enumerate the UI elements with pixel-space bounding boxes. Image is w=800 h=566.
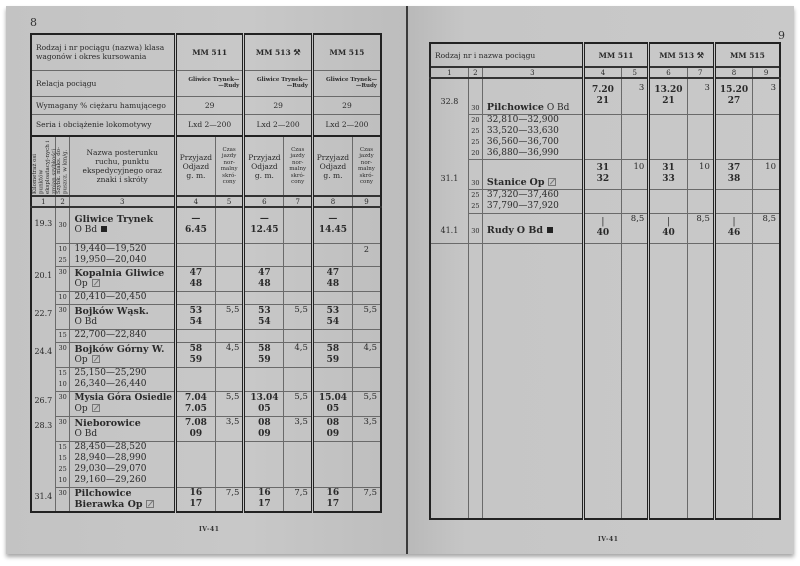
brake-value: 29 (175, 96, 244, 114)
speed-limit: 30 (55, 342, 70, 367)
arr-dep-time: 58 59 (312, 342, 352, 367)
speed-limit: 30 (55, 416, 70, 441)
empty-cell (482, 243, 583, 519)
empty-cell (215, 367, 243, 391)
speed-restriction-row (31, 441, 381, 487)
speed-limit: 30 (55, 304, 70, 329)
restriction-ranges: 32,810—32,900 33,520—33,630 36,560—36,700 36,880—36,990 (482, 114, 583, 159)
empty-cell (284, 243, 312, 266)
run-time (284, 207, 312, 243)
empty-cell (687, 189, 714, 213)
km-value: 26.7 (31, 391, 55, 416)
run-time: 5,5 (284, 391, 312, 416)
empty-rows (430, 243, 780, 519)
station-row (430, 159, 780, 189)
restriction-speeds: 15 10 (55, 367, 70, 391)
run-time: 5,5 (352, 304, 381, 329)
empty-cell (244, 243, 284, 266)
column-number: 3 (70, 196, 175, 207)
km-empty (31, 441, 55, 487)
empty-cell (430, 243, 468, 519)
empty-cell (244, 441, 284, 487)
empty-cell (352, 291, 381, 304)
station-row (430, 213, 780, 243)
stop-on-request-icon (92, 404, 100, 412)
empty-cell (284, 329, 312, 342)
restriction-ranges: 28,450—28,520 28,940—28,990 29,030—29,070 29,160—29,260 (70, 441, 175, 487)
km-empty (31, 367, 55, 391)
station-name: Nieborowice O Bd (70, 416, 175, 441)
speed-limit: 30 (55, 391, 70, 416)
run-time: 4,5 (352, 342, 381, 367)
terminal-square-icon (101, 226, 107, 232)
km-value: 41.1 (430, 213, 468, 243)
empty-cell (687, 243, 714, 519)
arrival-departure-header: Przyjazd Odjazd g. m. (312, 136, 352, 196)
hammer-pick-icon: ⚒ (696, 49, 704, 60)
arr-dep-time: 47 48 (244, 266, 284, 291)
station-name: Pilchowice O Bd (482, 78, 583, 114)
column-number-row (31, 196, 381, 207)
restriction-speed: 10 (55, 291, 70, 304)
restriction-speeds: 25 25 (468, 189, 482, 213)
empty-cell (244, 367, 284, 391)
relation-value: Gliwice Trynek— —Rudy (312, 70, 381, 96)
empty-cell (714, 114, 752, 159)
run-time: 10 (687, 159, 714, 189)
arr-dep-time: 58 59 (175, 342, 215, 367)
empty-cell (583, 243, 621, 519)
km-empty (430, 189, 468, 213)
speed-limit: 30 (468, 78, 482, 114)
km-value: 20.1 (31, 266, 55, 291)
arr-dep-time: 13.04 05 (244, 391, 284, 416)
empty-cell (352, 367, 381, 391)
run-time (215, 266, 243, 291)
brake-value: 29 (312, 96, 381, 114)
empty-cell (468, 243, 482, 519)
km-empty (31, 329, 55, 342)
station-row (31, 391, 381, 416)
run-time: 3,5 (352, 416, 381, 441)
empty-cell (175, 441, 215, 487)
station-row (31, 342, 381, 367)
restriction-speeds: 10 25 (55, 243, 70, 266)
train-name: MM 513 ⚒ (649, 43, 715, 67)
station-row (31, 207, 381, 243)
empty-cell (753, 189, 780, 213)
empty-cell (352, 329, 381, 342)
run-time: 3 (622, 78, 649, 114)
empty-cell (215, 243, 243, 266)
arr-dep-time: 47 48 (175, 266, 215, 291)
empty-cell (352, 441, 381, 487)
train-name: MM 515 (312, 34, 381, 70)
arr-dep-time: 47 48 (312, 266, 352, 291)
run-time: 5,5 (215, 391, 243, 416)
speed-limit: 30 (55, 487, 70, 512)
arr-dep-time: 53 54 (312, 304, 352, 329)
speed-restriction-row (430, 114, 780, 159)
column-number: 5 (215, 196, 243, 207)
station-name: Gliwice Trynek O Bd (70, 207, 175, 243)
train-name: MM 511 (583, 43, 649, 67)
column-number-row (430, 67, 780, 78)
empty-cell (175, 367, 215, 391)
empty-cell (583, 189, 621, 213)
brake-value: 29 (244, 96, 313, 114)
restriction-speed: 15 (55, 329, 70, 342)
run-time: 8,5 (687, 213, 714, 243)
empty-cell (583, 114, 621, 159)
station-name: Kopalnia Gliwice Op (70, 266, 175, 291)
column-number: 9 (753, 67, 780, 78)
locomotive-label: Seria i obciążenie lokomotywy (31, 114, 175, 136)
locomotive-row (31, 114, 381, 136)
arr-dep-time: 7.20 21 (583, 78, 621, 114)
brake-label: Wymagany % ciężaru hamującego (31, 96, 175, 114)
arr-dep-time: 15.04 05 (312, 391, 352, 416)
arr-dep-time: 37 38 (714, 159, 752, 189)
arr-dep-time: 16 17 (312, 487, 352, 512)
arr-dep-time: 7.04 7.05 (175, 391, 215, 416)
left-page (6, 6, 406, 554)
empty-cell (714, 243, 752, 519)
empty-cell (284, 367, 312, 391)
station-name: Mysia Góra Osiedle Op (70, 391, 175, 416)
column-number: 4 (583, 67, 621, 78)
stop-on-request-icon (548, 178, 556, 186)
run-time: 7,5 (215, 487, 243, 512)
speed-limit: 30 (468, 213, 482, 243)
empty-cell (312, 291, 352, 304)
km-empty (31, 243, 55, 266)
km-empty (430, 114, 468, 159)
station-name: Stanice Op (482, 159, 583, 189)
arr-dep-time: 15.20 27 (714, 78, 752, 114)
km-column-header: Kilometraż osi punktów eksploatacyj-nych i zmian szybkości (31, 136, 55, 196)
km-value: 32.8 (430, 78, 468, 114)
empty-cell (175, 329, 215, 342)
station-name: Pilchowice Bierawka Op (70, 487, 175, 512)
restriction-speeds: 15 15 25 10 (55, 441, 70, 487)
restriction-range: 20,410—20,450 (70, 291, 175, 304)
arr-dep-time: 16 17 (175, 487, 215, 512)
run-time: 10 (753, 159, 780, 189)
run-time: 5,5 (215, 304, 243, 329)
empty-cell (284, 441, 312, 487)
arr-dep-time: 53 54 (244, 304, 284, 329)
train-name: MM 513 ⚒ (244, 34, 313, 70)
station-row (31, 416, 381, 441)
empty-cell (312, 367, 352, 391)
km-value: 24.4 (31, 342, 55, 367)
train-header-row (430, 43, 780, 67)
station-row (31, 487, 381, 512)
arr-dep-time: 58 59 (244, 342, 284, 367)
train-header-row (31, 34, 381, 70)
page-number: 8 (30, 16, 37, 29)
station-name: Bojków Wąsk. O Bd (70, 304, 175, 329)
km-value: 31.1 (430, 159, 468, 189)
run-time-header: Czas jazdy nor- malny skró- cony (215, 136, 243, 196)
empty-cell (649, 189, 687, 213)
empty-cell (244, 329, 284, 342)
arr-dep-time: | 40 (583, 213, 621, 243)
arrival-departure-header: Przyjazd Odjazd g. m. (175, 136, 215, 196)
empty-cell (687, 114, 714, 159)
km-value: 22.7 (31, 304, 55, 329)
relation-label: Relacja pociągu (31, 70, 175, 96)
column-number: 1 (430, 67, 468, 78)
column-number: 6 (244, 196, 284, 207)
locomotive-value: Lxd 2—200 (312, 114, 381, 136)
page-number: 9 (778, 29, 785, 42)
arr-dep-time: 31 33 (649, 159, 687, 189)
arr-dep-time: — 12.45 (244, 207, 284, 243)
run-time: 3,5 (215, 416, 243, 441)
arr-dep-time: | 46 (714, 213, 752, 243)
column-number: 9 (352, 196, 381, 207)
stop-on-request-icon (146, 500, 154, 508)
column-number: 2 (468, 67, 482, 78)
column-header-row (31, 136, 381, 196)
run-time: 3,5 (284, 416, 312, 441)
run-time (215, 207, 243, 243)
speed-restriction-row (430, 189, 780, 213)
empty-cell (753, 114, 780, 159)
column-number: 7 (687, 67, 714, 78)
run-time (352, 207, 381, 243)
arr-dep-time: 53 54 (175, 304, 215, 329)
station-name: Rudy O Bd (482, 213, 583, 243)
speed-column-header: Szybk. maks. do-puszcz. w km/g. (55, 136, 70, 196)
empty-cell (649, 114, 687, 159)
relation-row (31, 70, 381, 96)
empty-cell (649, 243, 687, 519)
arr-dep-time: 08 09 (244, 416, 284, 441)
right-page (408, 6, 794, 554)
empty-cell (175, 243, 215, 266)
column-number: 3 (482, 67, 583, 78)
column-number: 8 (312, 196, 352, 207)
locomotive-value: Lxd 2—200 (244, 114, 313, 136)
station-column-header: Nazwa posterunku ruchu, punktu ekspedycyjnego oraz znaki i skróty (70, 136, 175, 196)
km-empty (31, 291, 55, 304)
empty-cell (622, 243, 649, 519)
speed-restriction-row (31, 329, 381, 342)
speed-limit: 30 (468, 159, 482, 189)
km-value: 31.4 (31, 487, 55, 512)
stop-on-request-icon (92, 355, 100, 363)
note-value: 2 (352, 243, 381, 266)
page-footer-code: IV-41 (199, 526, 220, 533)
km-value: 28.3 (31, 416, 55, 441)
terminal-square-icon (547, 227, 553, 233)
station-name: Bojków Górny W. Op (70, 342, 175, 367)
run-time: 8,5 (622, 213, 649, 243)
restriction-speeds: 20 25 25 20 (468, 114, 482, 159)
column-number: 1 (31, 196, 55, 207)
run-time: 3 (687, 78, 714, 114)
station-row (430, 78, 780, 114)
restriction-ranges: 19,440—19,520 19,950—20,040 (70, 243, 175, 266)
arr-dep-time: | 40 (649, 213, 687, 243)
timetable-right (429, 42, 781, 520)
empty-cell (312, 329, 352, 342)
empty-cell (284, 291, 312, 304)
arr-dep-time: 16 17 (244, 487, 284, 512)
run-time (352, 266, 381, 291)
brake-row (31, 96, 381, 114)
empty-cell (312, 243, 352, 266)
run-time: 4,5 (284, 342, 312, 367)
train-type-label: Rodzaj nr i nazwa pociągu (430, 43, 583, 67)
speed-limit: 30 (55, 266, 70, 291)
run-time: 7,5 (284, 487, 312, 512)
run-time: 5,5 (284, 304, 312, 329)
run-time-header: Czas jazdy nor- malny skró- cony (352, 136, 381, 196)
restriction-range: 22,700—22,840 (70, 329, 175, 342)
km-value: 19.3 (31, 207, 55, 243)
empty-cell (312, 441, 352, 487)
run-time: 10 (622, 159, 649, 189)
empty-cell (244, 291, 284, 304)
column-number: 6 (649, 67, 687, 78)
restriction-ranges: 25,150—25,290 26,340—26,440 (70, 367, 175, 391)
run-time: 5,5 (352, 391, 381, 416)
run-time-header: Czas jazdy nor- malny skró- cony (284, 136, 312, 196)
column-number: 2 (55, 196, 70, 207)
empty-cell (753, 243, 780, 519)
empty-cell (714, 189, 752, 213)
run-time: 8,5 (753, 213, 780, 243)
run-time (284, 266, 312, 291)
arr-dep-time: 31 32 (583, 159, 621, 189)
speed-restriction-row (31, 243, 381, 266)
arrival-departure-header: Przyjazd Odjazd g. m. (244, 136, 284, 196)
column-number: 8 (714, 67, 752, 78)
relation-value: Gliwice Trynek— —Rudy (175, 70, 244, 96)
empty-cell (215, 329, 243, 342)
empty-cell (175, 291, 215, 304)
arr-dep-time: 08 09 (312, 416, 352, 441)
column-number: 5 (622, 67, 649, 78)
booklet-spread (6, 6, 794, 554)
train-name: MM 515 (714, 43, 780, 67)
empty-cell (215, 291, 243, 304)
train-type-label: Rodzaj i nr pociągu (nazwa) klasa wagonów i okres kursowania (31, 34, 175, 70)
arr-dep-time: — 6.45 (175, 207, 215, 243)
arr-dep-time: — 14.45 (312, 207, 352, 243)
run-time: 7,5 (352, 487, 381, 512)
station-row (31, 304, 381, 329)
stop-on-request-icon (92, 279, 100, 287)
locomotive-value: Lxd 2—200 (175, 114, 244, 136)
run-time: 4,5 (215, 342, 243, 367)
timetable-left (30, 33, 382, 513)
column-number: 4 (175, 196, 215, 207)
empty-cell (622, 189, 649, 213)
arr-dep-time: 7.08 09 (175, 416, 215, 441)
restriction-ranges: 37,320—37,460 37,790—37,920 (482, 189, 583, 213)
hammer-pick-icon: ⚒ (293, 46, 301, 57)
column-number: 7 (284, 196, 312, 207)
station-row (31, 266, 381, 291)
speed-restriction-row (31, 291, 381, 304)
speed-restriction-row (31, 367, 381, 391)
speed-limit: 30 (55, 207, 70, 243)
empty-cell (215, 441, 243, 487)
empty-cell (622, 114, 649, 159)
arr-dep-time: 13.20 21 (649, 78, 687, 114)
relation-value: Gliwice Trynek— —Rudy (244, 70, 313, 96)
run-time: 3 (753, 78, 780, 114)
train-name: MM 511 (175, 34, 244, 70)
page-footer-code: IV-41 (598, 536, 619, 543)
